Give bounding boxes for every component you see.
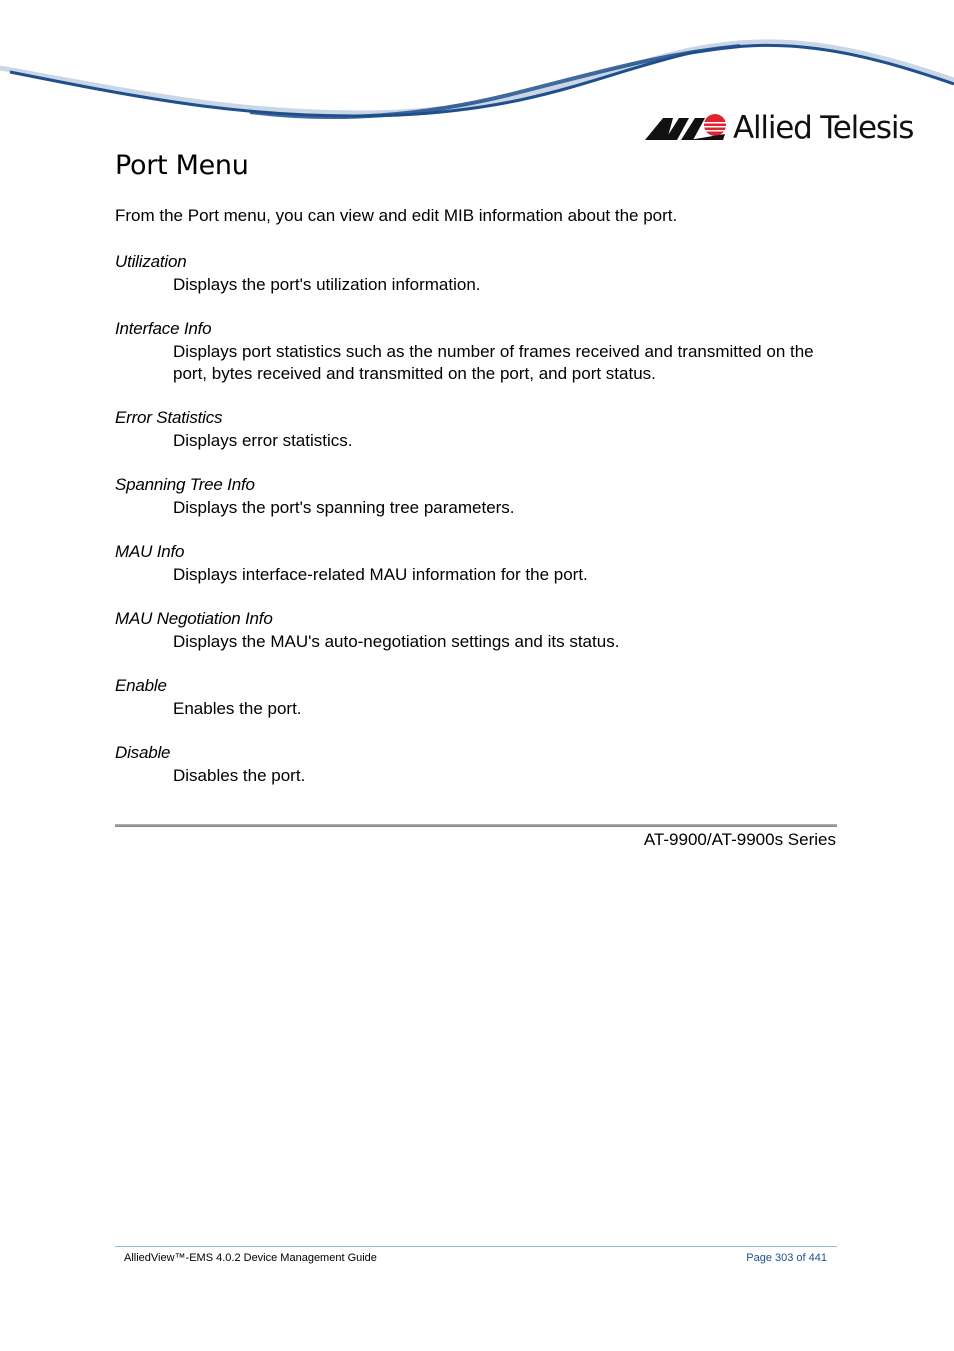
item-term: Enable [115, 676, 167, 695]
list-item [115, 741, 835, 787]
list-item [115, 473, 835, 519]
list-item [115, 540, 835, 586]
item-description: Displays the MAU's auto-negotiation settings and its status. [173, 632, 620, 651]
item-term: Utilization [115, 252, 187, 271]
list-item [115, 674, 835, 720]
section-divider [115, 824, 837, 827]
footer-guide-title: AlliedView™-EMS 4.0.2 Device Management Guide [124, 1252, 377, 1264]
item-description: Displays the port's spanning tree parameters. [173, 498, 515, 517]
item-term: Error Statistics [115, 408, 223, 427]
item-description: Disables the port. [173, 766, 306, 785]
item-term: MAU Info [115, 542, 185, 561]
allied-telesis-logo [645, 108, 914, 148]
list-item [115, 406, 835, 452]
item-description: Enables the port. [173, 699, 302, 718]
list-item [115, 317, 835, 385]
item-description: Displays port statistics such as the number of frames received and transmitted on the port, bytes received and transmitted on the port, and port status. [173, 342, 814, 383]
item-description: Displays the port's utilization information. [173, 275, 481, 294]
product-series-label: AT-9900/AT-9900s Series [643, 830, 836, 849]
list-item [115, 607, 835, 653]
footer-divider [115, 1246, 837, 1247]
item-description: Displays interface-related MAU information for the port. [173, 565, 588, 584]
item-term: Disable [115, 743, 171, 762]
logo-wordmark: Allied Telesis [733, 110, 914, 146]
intro-paragraph: From the Port menu, you can view and edit MIB information about the port. [115, 206, 678, 225]
item-term: MAU Negotiation Info [115, 609, 273, 628]
page-title: Port Menu [115, 150, 249, 181]
item-term: Interface Info [115, 319, 212, 338]
menu-item-list [115, 250, 835, 808]
footer-page-number: Page 303 of 441 [746, 1252, 827, 1264]
item-description: Displays error statistics. [173, 431, 353, 450]
item-term: Spanning Tree Info [115, 475, 255, 494]
allied-telesis-mark-icon [645, 108, 729, 148]
list-item [115, 250, 835, 296]
